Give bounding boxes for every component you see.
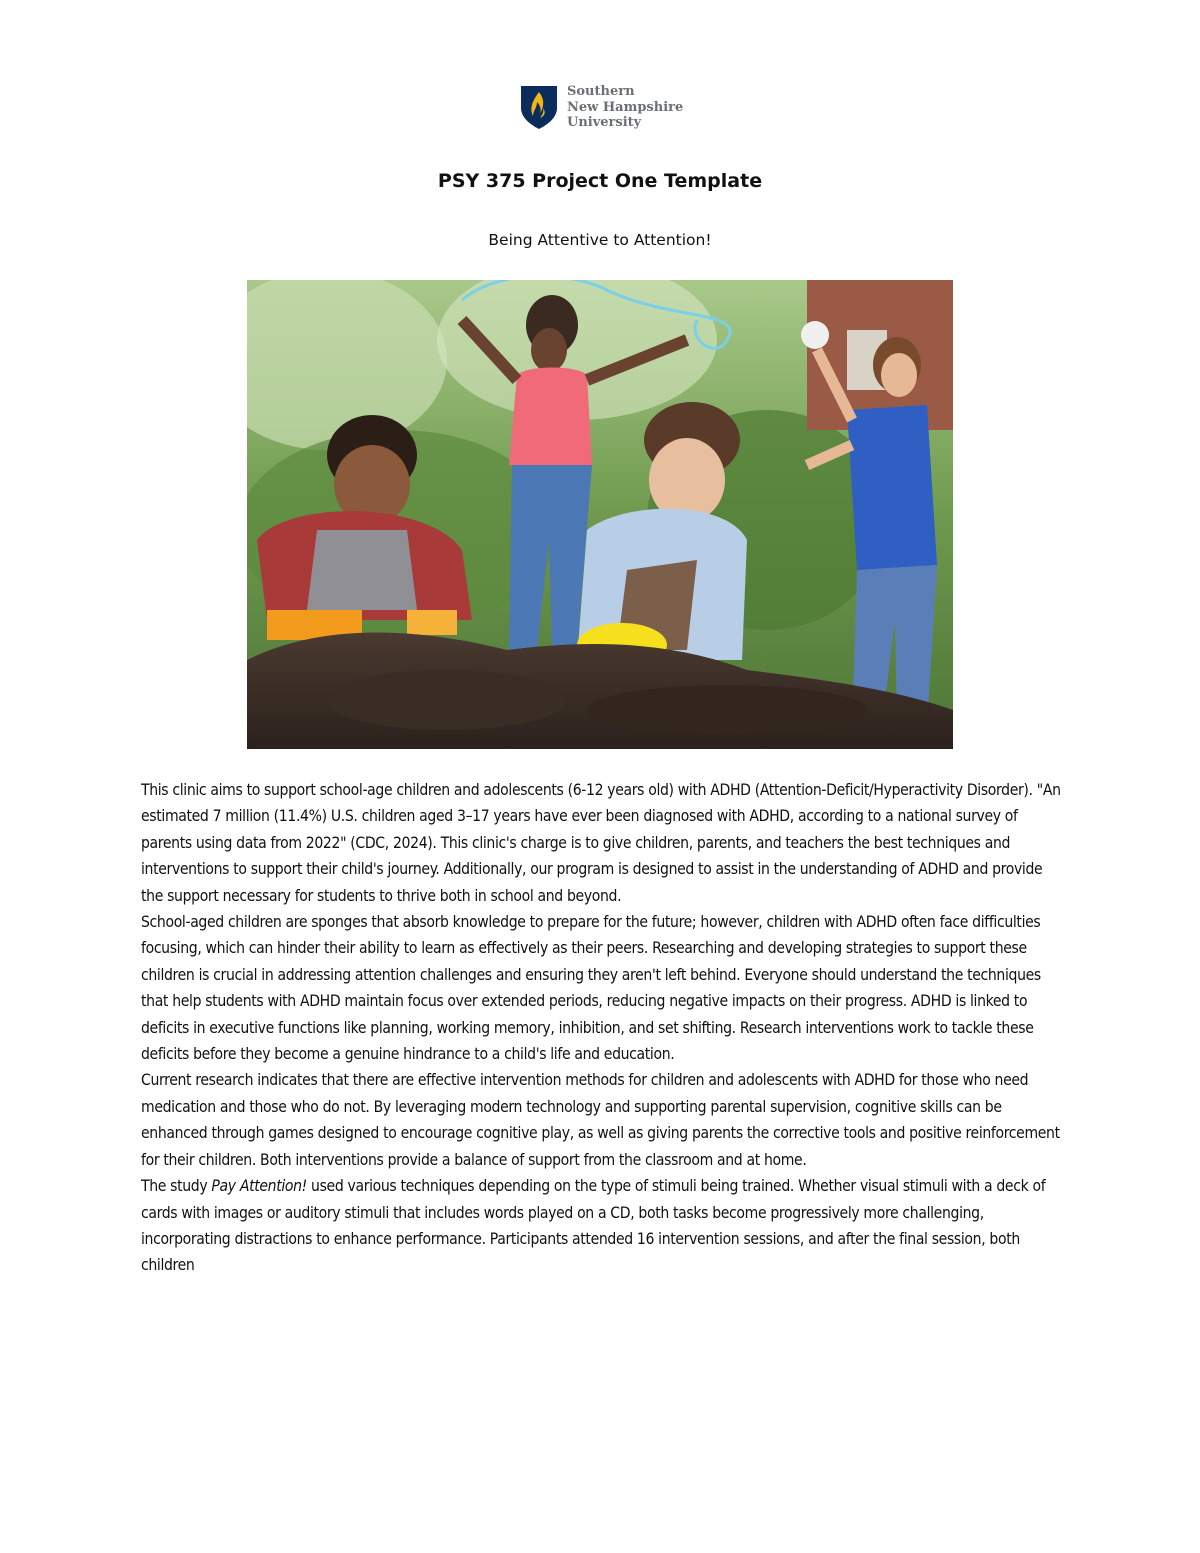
shield-flame-icon: [519, 84, 559, 130]
logo-line-2: New Hampshire: [567, 99, 684, 115]
paragraph-school-aged: School-aged children are sponges that absorb knowledge to prepare for the future; however, children with ADHD often face difficulties focusing, which can hinder their ability to learn as effectively as their peers. Researching and developing strategies to support these children is crucial in addressing attention challenges and ensuring they aren't left behind. Everyone should understand the techniques that help students with ADHD maintain focus over extended periods, reducing negative impacts on their progress. ADHD is linked to deficits in executive functions like planning, working memory, inhibition, and set shifting. Research interventions work to tackle these deficits before they become a genuine hindrance to a child's life and education.: [141, 913, 1041, 1064]
paragraph-pay-attention-study: [141, 1173, 1061, 1279]
logo-wordmark: [567, 84, 683, 131]
paragraph-intro: This clinic aims to support school-age children and adolescents (6-12 years old) with ADHD (Attention-Deficit/Hyperactivity Disorder). "An estimated 7 million (11.4%) U.S. children aged 3–17 years have ever been diagnosed with ADHD, according to a national survey of parents using data from 2022" (CDC, 2024). This clinic's charge is to give children, parents, and teachers the best techniques and interventions to support their child's journey. Additionally, our program is designed to assist in the understanding of ADHD and provide the support necessary for students to thrive both in school and beyond.: [141, 781, 1061, 905]
university-logo: [519, 84, 689, 132]
p4-rest: used various techniques depending on the type of stimuli being trained. Whether visual stimuli with a deck of cards with images or auditory stimuli that includes words played on a CD, both tasks become progressively more challenging, incorporating distractions to enhance performance. Participants attended 16 intervention sessions, and after the final session, both children: [141, 1177, 1046, 1275]
p4-lead: The study: [141, 1177, 212, 1196]
logo-line-3: University: [567, 115, 642, 130]
paragraph-current-research: Current research indicates that there are effective intervention methods for children and adolescents with ADHD for those who need medication and those who do not. By leveraging modern technology and supporting parental supervision, cognitive skills can be enhanced through games designed to encourage cognitive play, as well as giving parents the corrective tools and positive reinforcement for their children. Both interventions provide a balance of support from the classroom and at home.: [141, 1071, 1060, 1169]
document-title: PSY 375 Project One Template: [437, 170, 763, 192]
document-subtitle: Being Attentive to Attention!: [488, 231, 712, 249]
children-playing-photo: [247, 280, 953, 749]
document-body: [141, 777, 1061, 1279]
logo-line-1: Southern: [567, 84, 635, 99]
study-title: Pay Attention!: [211, 1177, 307, 1196]
